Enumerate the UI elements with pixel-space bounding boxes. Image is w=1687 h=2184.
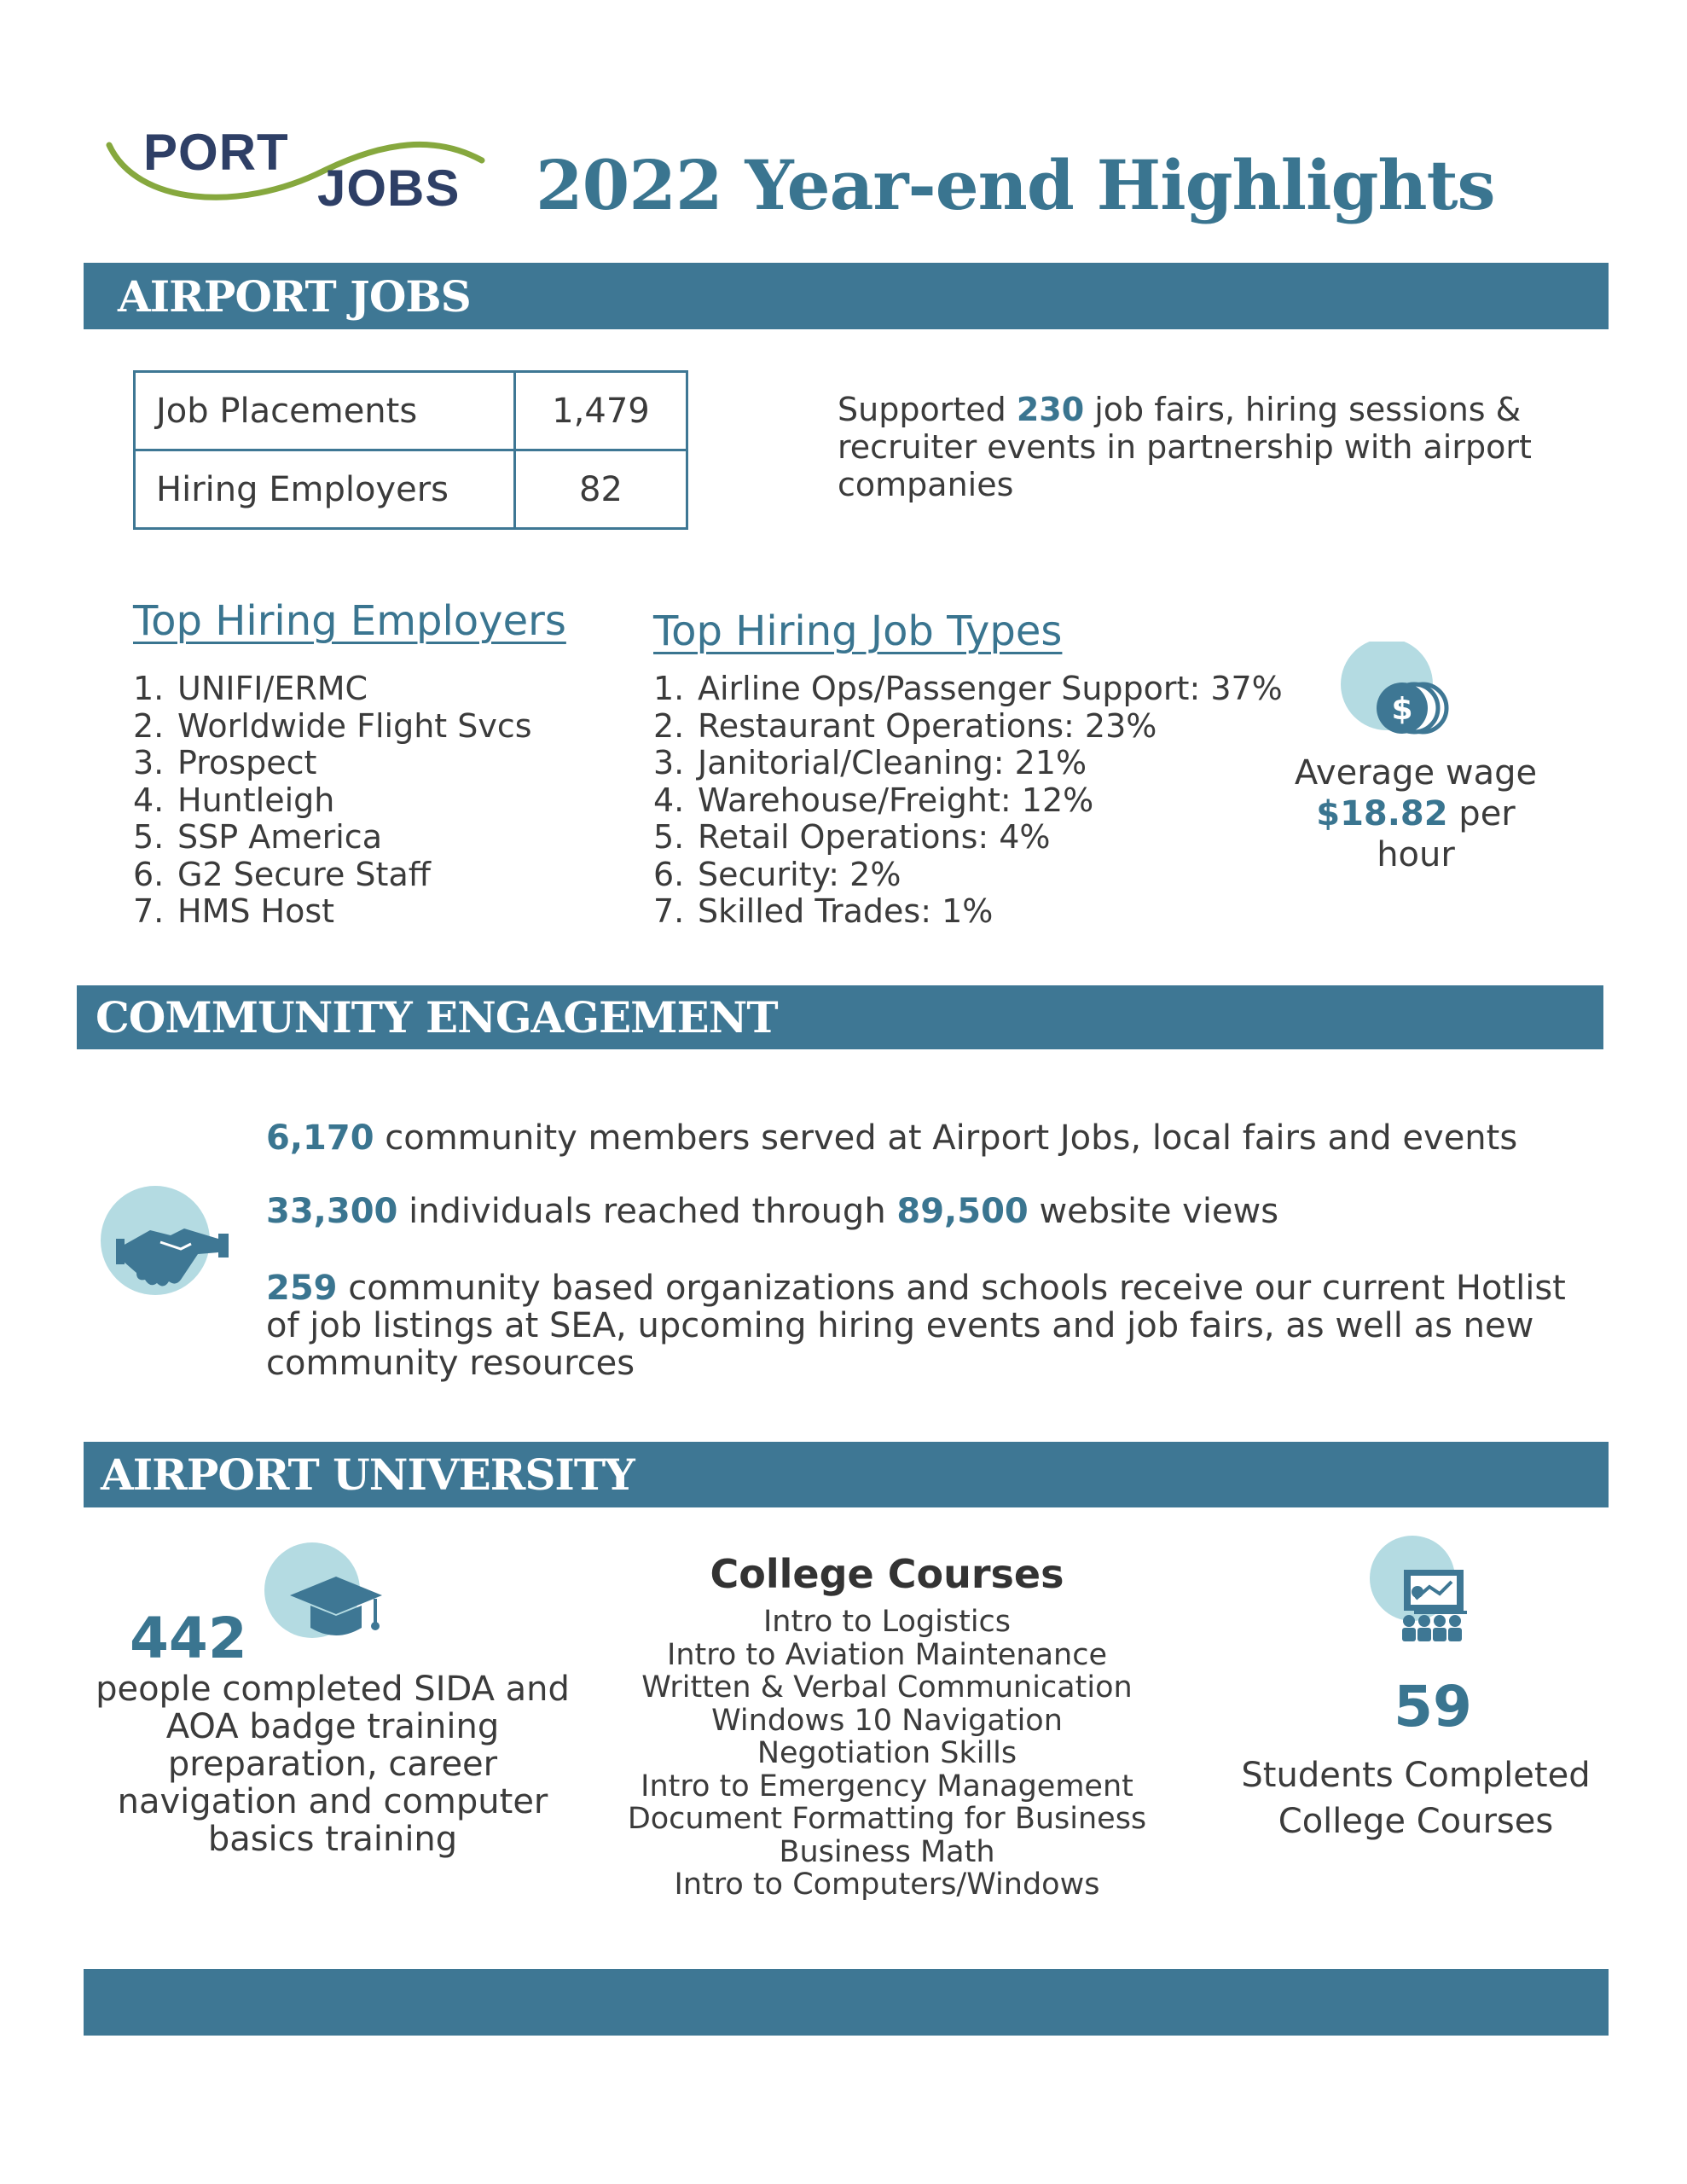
average-wage-value xyxy=(1279,793,1552,875)
list-item: Intro to Logistics xyxy=(762,1605,1012,1639)
item-label: Worldwide Flight Svcs xyxy=(177,706,532,745)
item-label: G2 Secure Staff xyxy=(177,855,431,893)
organizations-count: 259 xyxy=(266,1269,338,1308)
item-number: 1. xyxy=(653,670,685,707)
item-number: 2. xyxy=(133,706,165,745)
supported-events-text xyxy=(838,391,1588,503)
list-item xyxy=(133,893,532,931)
list-item xyxy=(133,745,532,782)
item-label: SSP America xyxy=(177,818,382,856)
training-count: 442 xyxy=(130,1606,247,1671)
list-item: Intro to Computers/Windows xyxy=(674,1867,1100,1902)
item-label: Restaurant Operations: 23% xyxy=(698,706,1157,745)
college-courses-list xyxy=(597,1606,1177,1902)
logo-jobs-text: JOBS xyxy=(317,160,461,217)
table-row xyxy=(135,450,687,529)
item-number: 5. xyxy=(133,818,165,856)
list-item: Document Formatting for Business xyxy=(627,1802,1147,1836)
website-views-desc: website views xyxy=(1028,1192,1279,1231)
college-courses-heading: College Courses xyxy=(710,1551,1064,1597)
stat-value: 82 xyxy=(515,450,687,529)
top-job-types-heading: Top Hiring Job Types xyxy=(653,607,1063,655)
item-number: 4. xyxy=(653,781,685,819)
handshake-icon xyxy=(99,1186,235,1314)
item-number: 3. xyxy=(133,744,165,781)
port-jobs-logo xyxy=(102,111,495,230)
organizations-desc: community based organizations and schools receive our current Hotlist of job listings at SEA, upcoming hiring events and job fairs, as well as new community resources xyxy=(266,1269,1566,1383)
list-item: Windows 10 Navigation xyxy=(711,1703,1063,1738)
list-item: Intro to Emergency Management xyxy=(641,1769,1133,1804)
item-number: 7. xyxy=(653,892,685,930)
item-number: 3. xyxy=(653,744,685,781)
website-views-count: 89,500 xyxy=(896,1192,1029,1231)
list-item xyxy=(653,819,1283,857)
svg-text:$: $ xyxy=(1391,692,1413,727)
item-number: 6. xyxy=(133,855,165,893)
top-employers-list xyxy=(133,671,532,931)
individuals-desc: individuals reached through xyxy=(397,1192,897,1231)
stat-label: Hiring Employers xyxy=(135,450,515,529)
top-job-types-list xyxy=(653,671,1283,931)
training-description: people completed SIDA and AOA badge training preparation, career navigation and computer basics training xyxy=(96,1670,570,1859)
list-item xyxy=(653,893,1283,931)
supported-post: job fairs, hiring sessions & recruiter events in partnership with airport companies xyxy=(838,391,1532,503)
item-number: 7. xyxy=(133,892,165,930)
section-bar-airport-jobs: AIRPORT JOBS xyxy=(84,263,1609,329)
stats-table xyxy=(133,370,688,530)
item-number: 4. xyxy=(133,781,165,819)
item-label: Prospect xyxy=(177,744,317,781)
list-item: Written & Verbal Communication xyxy=(641,1670,1133,1705)
item-number: 5. xyxy=(653,818,685,856)
table-row xyxy=(135,372,687,450)
list-item xyxy=(133,782,532,820)
footer-bar xyxy=(84,1969,1609,2036)
item-label: HMS Host xyxy=(177,892,335,930)
list-item xyxy=(133,671,532,708)
stat-value: 1,479 xyxy=(515,372,687,450)
students-count: 59 xyxy=(1394,1674,1472,1740)
organizations-text xyxy=(266,1269,1580,1382)
item-number: 1. xyxy=(133,670,165,707)
item-label: UNIFI/ERMC xyxy=(177,670,368,707)
page-title: 2022 Year-end Highlights xyxy=(536,145,1495,225)
list-item xyxy=(133,819,532,857)
top-employers-heading: Top Hiring Employers xyxy=(133,597,566,645)
average-wage-text xyxy=(1279,752,1552,875)
average-wage-label: Average wage xyxy=(1294,753,1538,793)
students-description: Students Completed College Courses xyxy=(1241,1756,1591,1841)
list-item xyxy=(653,857,1283,894)
list-item xyxy=(133,857,532,894)
item-label: Security: 2% xyxy=(698,855,901,893)
list-item xyxy=(653,671,1283,708)
list-item: Negotiation Skills xyxy=(757,1736,1017,1770)
graduation-cap-icon xyxy=(264,1542,392,1649)
item-label: Huntleigh xyxy=(177,781,335,819)
wage-amount: $18.82 xyxy=(1316,794,1448,834)
list-item xyxy=(133,708,532,746)
section-bar-community: COMMUNITY ENGAGEMENT xyxy=(77,985,1603,1049)
item-number: 2. xyxy=(653,706,685,745)
list-item: Intro to Aviation Maintenance xyxy=(667,1637,1107,1672)
item-label: Skilled Trades: 1% xyxy=(698,892,994,930)
item-label: Janitorial/Cleaning: 21% xyxy=(698,744,1087,781)
individuals-count: 33,300 xyxy=(266,1192,398,1231)
item-label: Warehouse/Freight: 12% xyxy=(698,781,1094,819)
community-members-desc: community members served at Airport Jobs, local fairs and events xyxy=(374,1118,1518,1158)
supported-pre: Supported xyxy=(838,391,1017,428)
section-bar-university: AIRPORT UNIVERSITY xyxy=(84,1442,1609,1507)
stat-label: Job Placements xyxy=(135,372,515,450)
list-item xyxy=(653,708,1283,746)
item-number: 6. xyxy=(653,855,685,893)
dollar-coins-icon xyxy=(1337,642,1457,744)
classroom-icon xyxy=(1370,1536,1481,1647)
logo-port-text: PORT xyxy=(143,124,289,181)
list-item: Business Math xyxy=(779,1834,995,1869)
wage-unit: per hour xyxy=(1377,794,1516,874)
community-members-text xyxy=(266,1119,1580,1157)
community-members-count: 6,170 xyxy=(266,1118,374,1158)
supported-count: 230 xyxy=(1016,391,1085,428)
list-item xyxy=(653,782,1283,820)
list-item xyxy=(653,745,1283,782)
website-reach-text xyxy=(266,1193,1580,1230)
item-label: Retail Operations: 4% xyxy=(698,818,1051,856)
item-label: Airline Ops/Passenger Support: 37% xyxy=(698,670,1283,707)
